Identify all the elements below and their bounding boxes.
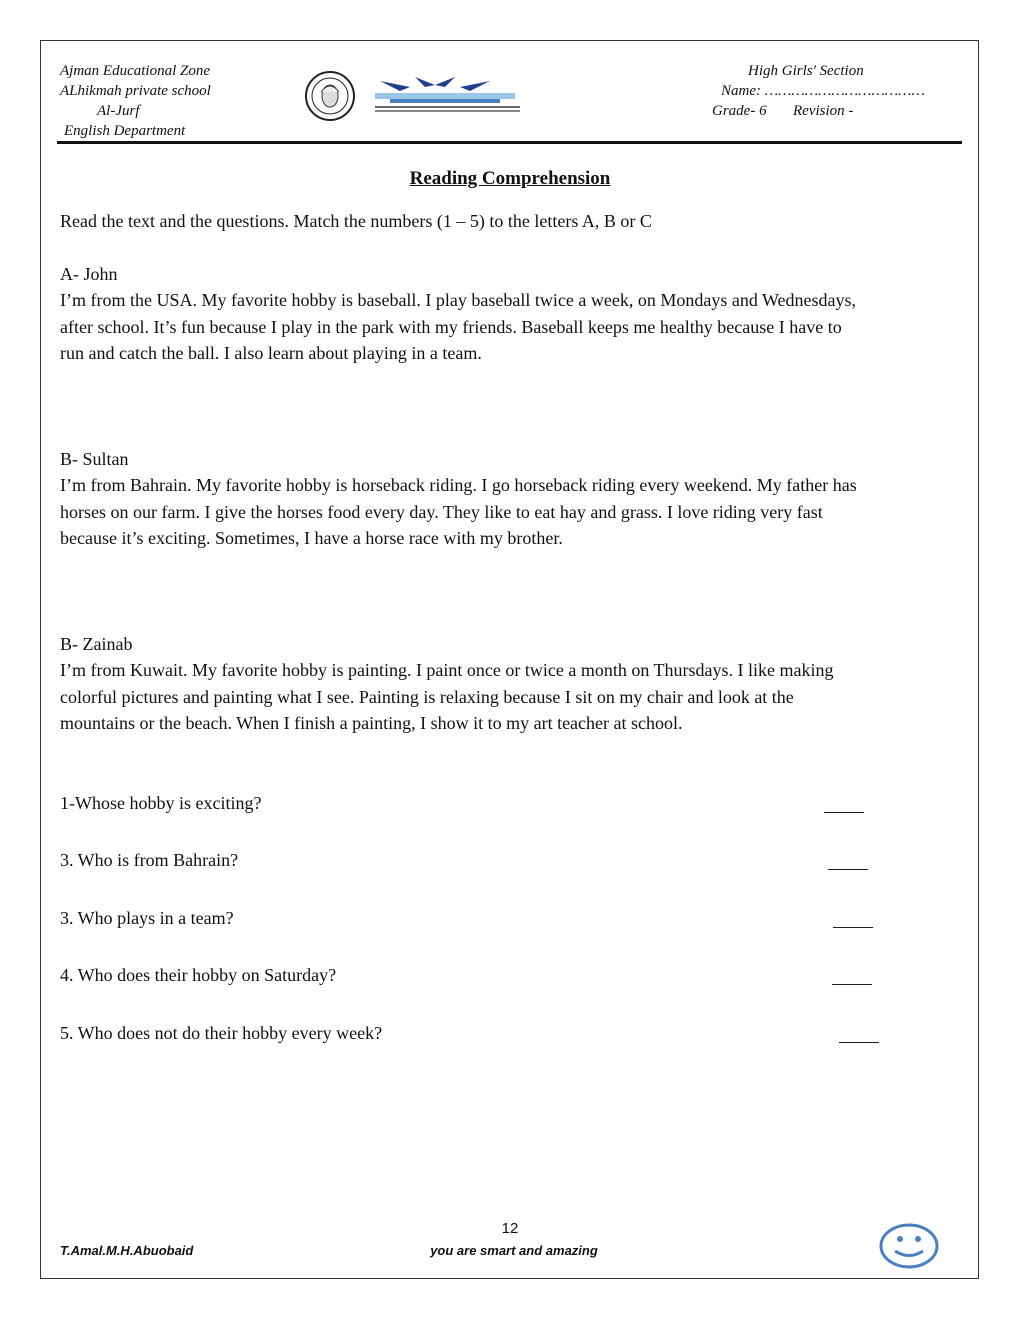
teacher-name: T.Amal.M.H.Abuobaid	[60, 1243, 194, 1258]
header-left	[60, 61, 211, 141]
passage-heading: B- Sultan	[60, 449, 129, 469]
passage-line: horses on our farm. I give the horses food every day. They like to eat hay and grass. I love riding very fast	[60, 502, 823, 522]
passage-line: I’m from Kuwait. My favorite hobby is painting. I paint once or twice a month on Thursdays. I like making	[60, 660, 834, 680]
question-1: 1-Whose hobby is exciting?	[60, 793, 262, 813]
header-divider	[57, 141, 962, 144]
passage-line: run and catch the ball. I also learn about playing in a team.	[60, 343, 482, 363]
motto: you are smart and amazing	[430, 1243, 598, 1258]
department-label: English Department	[64, 123, 186, 139]
answer-blank-2[interactable]	[828, 869, 868, 870]
passage-heading: B- Zainab	[60, 634, 133, 654]
instructions: Read the text and the questions. Match the numbers (1 – 5) to the letters A, B or C	[60, 211, 652, 231]
question-5: 5. Who does not do their hobby every week?	[60, 1023, 383, 1043]
answer-blank-4[interactable]	[832, 984, 872, 985]
seal-logo	[304, 70, 356, 122]
name-field[interactable]: Name: ………………………………	[721, 83, 925, 99]
smiley-icon	[878, 1222, 940, 1270]
passage-line: I’m from the USA. My favorite hobby is baseball. I play baseball twice a week, on Mondays and Wednesdays,	[60, 290, 857, 310]
location-label: Al-Jurf	[97, 103, 140, 119]
page-title: Reading Comprehension	[409, 168, 611, 189]
page-number: 12	[501, 1220, 519, 1237]
school-label: ALhikmah private school	[60, 83, 211, 99]
question-2: 3. Who is from Bahrain?	[60, 850, 239, 870]
passage-line: after school. It’s fun because I play in the park with my friends. Baseball keeps me healthy because I have to	[60, 317, 842, 337]
answer-blank-5[interactable]	[839, 1042, 879, 1043]
passage-heading: A- John	[60, 264, 118, 284]
passage-line: I’m from Bahrain. My favorite hobby is horseback riding. I go horseback riding every weekend. My father has	[60, 475, 857, 495]
question-4: 4. Who does their hobby on Saturday?	[60, 965, 337, 985]
question-3: 3. Who plays in a team?	[60, 908, 234, 928]
passage-line: colorful pictures and painting what I see. Painting is relaxing because I sit on my chair and look at the	[60, 687, 794, 707]
answer-blank-3[interactable]	[833, 927, 873, 928]
zone-label: Ajman Educational Zone	[60, 63, 210, 79]
answer-blank-1[interactable]	[824, 812, 864, 813]
school-logo	[370, 73, 522, 115]
passage-line: because it’s exciting. Sometimes, I have a horse race with my brother.	[60, 528, 563, 548]
section-label: High Girls' Section	[748, 63, 864, 79]
grade-label: Grade- 6	[712, 103, 767, 119]
revision-label: Revision -	[793, 103, 854, 119]
passage-line: mountains or the beach. When I finish a painting, I show it to my art teacher at school.	[60, 713, 683, 733]
